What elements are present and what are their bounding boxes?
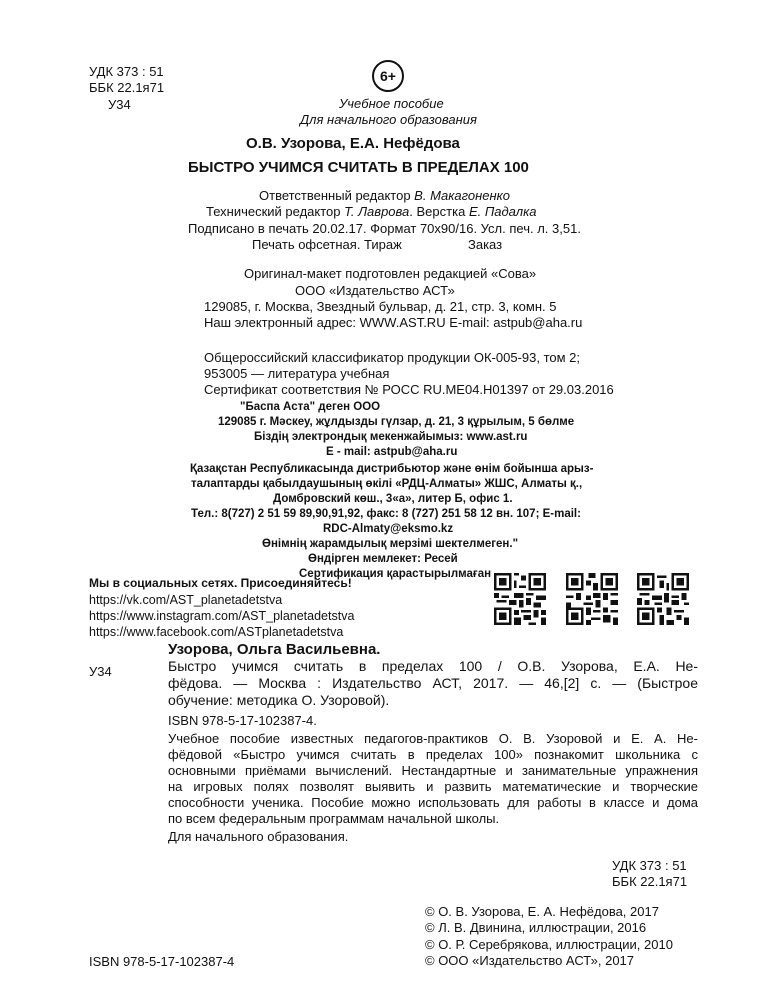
kz-line-4: E - mail: astpub@aha.ru (326, 446, 458, 458)
qr-code-icon[interactable] (566, 573, 618, 625)
bbk-code: ББК 22.1я71 (89, 80, 165, 95)
kz-line-10: Өнімнің жарамдылық мерзімі шектелмеген." (262, 538, 519, 550)
tech-editor-line: Технический редактор Т. Лаврова. Верстка Е. Падалка (206, 204, 537, 219)
certificate-line: Сертификат соответствия № РОСС RU.МЕ04.Н01397 от 29.03.2016 (204, 382, 614, 397)
catalog-abstract: Учебное пособие известных педагогов-практиков О. В. Узоровой и Е. А. Не- фёдовой «Быстро учимся считать в пределах 100» познакомит школьника с основными приёмами вычислений. Нестандартные и занимательные упражнения на игровых полях позволят выявить и развить математические и творческие способности ученика. Пособие можно использовать для работы в классе и дома по всем федеральным программам начальной школы. (168, 731, 698, 826)
catalog-udk: УДК 373 : 51 (612, 858, 687, 873)
copyright-illustrator-1: © Л. В. Двинина, иллюстрации, 2016 (425, 920, 647, 935)
authors: О.В. Узорова, Е.А. Нефёдова (246, 135, 460, 152)
kz-line-1: "Баспа Аста" деген ООО (240, 401, 381, 413)
intro-line-1: Учебное пособие (339, 96, 444, 111)
qr-code-icon[interactable] (637, 573, 689, 625)
intro-line-2: Для начального образования (300, 112, 477, 127)
kz-line-7: Домбровский көш., 3«а», литер Б, офис 1. (273, 493, 513, 505)
print-line: Подписано в печать 20.02.17. Формат 70х90/16. Усл. печ. л. 3,51. (188, 221, 581, 236)
kz-line-5: Қазақстан Республикасында дистрибьютор және өнім бойынша арыз- (190, 463, 594, 475)
book-title: БЫСТРО УЧИМСЯ СЧИТАТЬ В ПРЕДЕЛАХ 100 (188, 159, 529, 176)
copyright-publisher: © ООО «Издательство АСТ», 2017 (425, 953, 635, 968)
kz-line-2: 129085 г. Мәскеу, жұлдызды гүлзар, д. 21, 3 құрылым, 5 бөлме (218, 416, 575, 428)
publisher-line-3: 129085, г. Москва, Звездный бульвар, д. 21, стр. 3, комн. 5 (204, 299, 557, 314)
catalog-audience: Для начального образования. (168, 829, 349, 844)
catalog-isbn: ISBN 978-5-17-102387-4. (168, 713, 317, 728)
copyright-illustrator-2: © О. Р. Серебрякова, иллюстрации, 2010 (425, 937, 673, 952)
print-line-2a: Печать офсетная. Тираж (252, 237, 402, 252)
publisher-line-4: Наш электронный адрес: WWW.AST.RU E-mail: astpub@aha.ru (204, 315, 583, 330)
publisher-line-1: Оригинал-макет подготовлен редакцией «Сова» (244, 266, 537, 281)
footer-isbn: ISBN 978-5-17-102387-4 (89, 954, 235, 969)
social-link-facebook[interactable]: https://www.facebook.com/ASTplanetadetstva (89, 625, 344, 639)
copyright-authors: © О. В. Узорова, Е. А. Нефёдова, 2017 (425, 904, 659, 919)
age-rating-badge: 6+ (372, 60, 404, 92)
author-sign: У34 (108, 97, 131, 112)
classifier-line-1: Общероссийский классификатор продукции ОК-005-93, том 2; (204, 350, 581, 365)
catalog-sign: У34 (89, 664, 112, 679)
kz-line-6: талаптарды қабылдаушының өкілі «РДЦ-Алматы» ЖШС, Алматы қ., (191, 478, 583, 490)
kz-line-9: RDC-Almaty@eksmo.kz (323, 523, 454, 535)
classifier-line-2: 953005 — литература учебная (204, 366, 390, 381)
social-link-vk[interactable]: https://vk.com/AST_planetadetstva (89, 593, 283, 607)
kz-line-11: Өндірген мемлекет: Ресей (308, 553, 458, 565)
kz-line-3: Біздің электрондық мекенжайымыз: www.ast.ru (254, 431, 528, 443)
catalog-description: Быстро учимся считать в пределах 100 / О.В. Узорова, Е.А. Не- фёдова. — Москва : Издательство АСТ, 2017. — 46,[2] с. — (Быстрое обучение: методика О. Узоровой). (168, 658, 698, 708)
publisher-line-2: ООО «Издательство АСТ» (295, 283, 455, 298)
catalog-author-heading: Узорова, Ольга Васильевна. (168, 641, 381, 658)
editor-line: Ответственный редактор В. Макагоненко (259, 188, 511, 203)
kz-line-12: Сертификация қарастырылмаған (299, 568, 492, 580)
social-link-instagram[interactable]: https://www.instagram.com/AST_planetadetstva (89, 609, 355, 623)
catalog-bbk: ББК 22.1я71 (612, 874, 688, 889)
social-heading: Мы в социальных сетях. Присоединяйтесь! (89, 576, 352, 590)
print-line-2b: Заказ (468, 237, 503, 252)
udk-code: УДК 373 : 51 (89, 64, 164, 79)
kz-line-8: Тел.: 8(727) 2 51 59 89,90,91,92, факс: 8 (727) 251 58 12 вн. 107; E-mail: (191, 508, 581, 520)
qr-code-icon[interactable] (494, 573, 546, 625)
